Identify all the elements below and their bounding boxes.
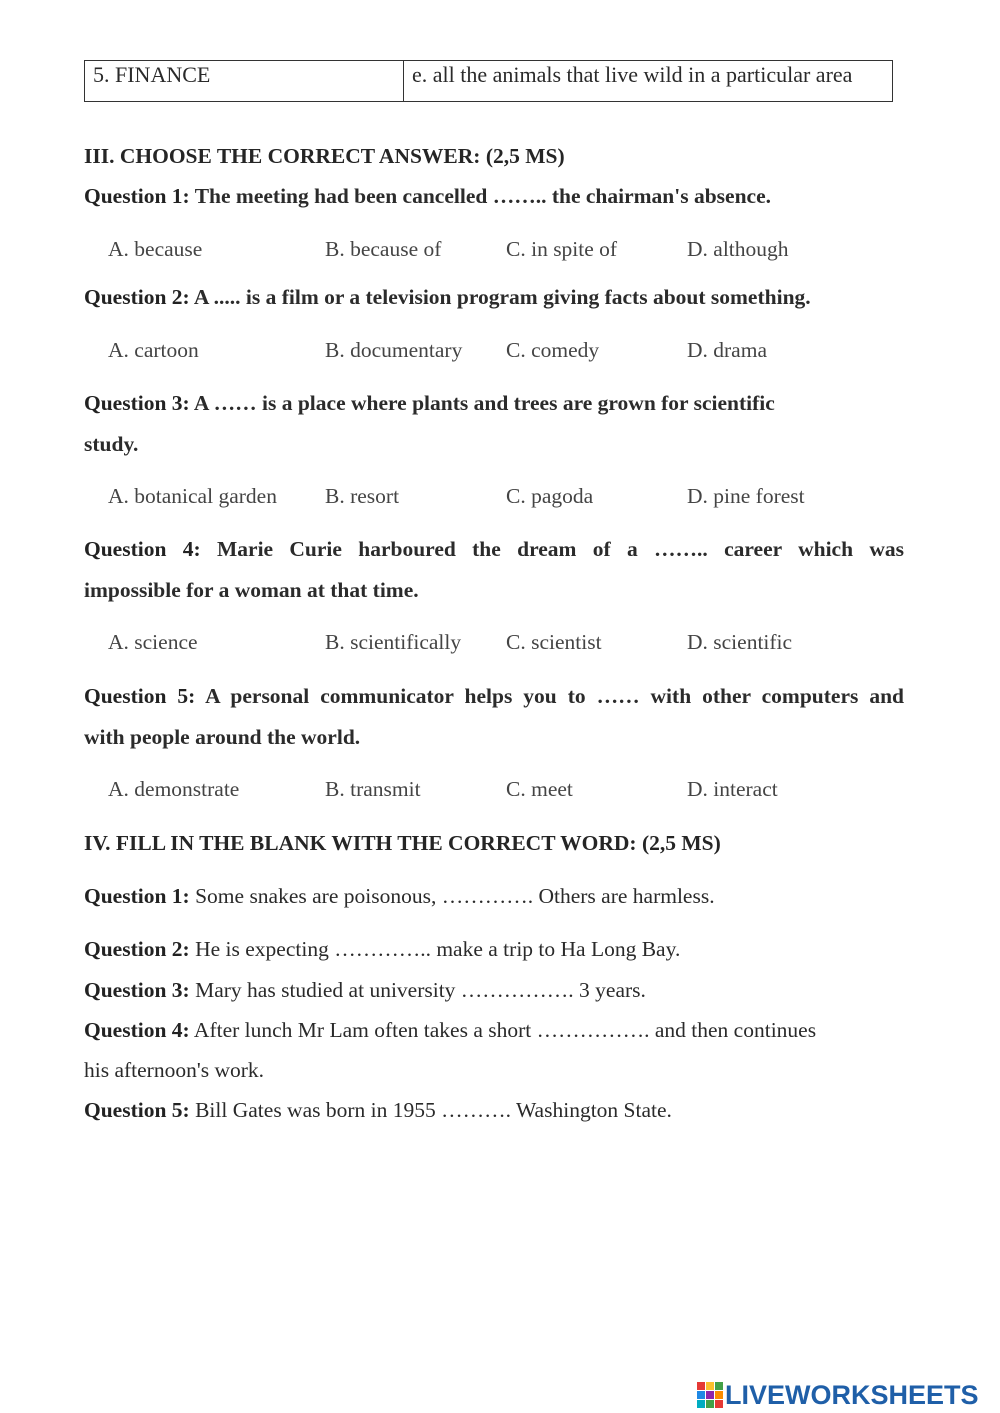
question-text: Bill Gates was born in 1955 ………. Washington State.: [195, 1098, 672, 1122]
liveworksheets-logo-icon: [697, 1382, 723, 1408]
question-text-continued: impossible for a woman at that time.: [84, 578, 419, 602]
option-c[interactable]: C. in spite of: [506, 237, 618, 261]
option-b[interactable]: B. resort: [325, 484, 400, 508]
option-c[interactable]: C. comedy: [506, 338, 600, 362]
question-text: The meeting had been cancelled …….. the chairman's absence.: [194, 184, 772, 208]
question-label: Question 3:: [84, 391, 190, 415]
table-cell-word: 5. FINANCE: [85, 61, 404, 102]
logo-text: LIVEWORKSHEETS: [725, 1379, 979, 1410]
table-row: [85, 61, 893, 102]
question-label: Question 3:: [84, 978, 190, 1002]
s3-question-4: [84, 537, 904, 562]
question-text: Marie Curie harboured the dream of a …….. career which was: [216, 537, 905, 561]
option-c[interactable]: C. meet: [506, 777, 573, 801]
question-label: Question 2:: [84, 937, 190, 961]
matching-table: [84, 60, 893, 102]
question-text: Mary has studied at university ……………. 3 years.: [195, 978, 646, 1002]
question-text: He is expecting ………….. make a trip to Ha Long Bay.: [195, 937, 681, 961]
s4-question-2[interactable]: [84, 937, 680, 962]
s4-question-4[interactable]: [84, 1018, 816, 1043]
question-label: Question 5:: [84, 1098, 190, 1122]
option-a[interactable]: A. demonstrate: [108, 777, 240, 801]
question-label: Question 5:: [84, 684, 196, 708]
table-cell-definition: e. all the animals that live wild in a particular area: [404, 61, 893, 102]
question-text: Some snakes are poisonous, …………. Others are harmless.: [195, 884, 715, 908]
question-label: Question 4:: [84, 537, 201, 561]
question-text-continued: study.: [84, 432, 139, 456]
s4-question-5[interactable]: [84, 1098, 672, 1123]
question-label: Question 1:: [84, 884, 190, 908]
s4-question-1[interactable]: [84, 884, 715, 909]
question-text-continued: his afternoon's work.: [84, 1058, 265, 1082]
question-text: A …… is a place where plants and trees are grown for scientific: [193, 391, 775, 415]
s3-question-2: [84, 285, 811, 310]
option-d[interactable]: D. drama: [687, 338, 767, 362]
section-4-title: IV. FILL IN THE BLANK WITH THE CORRECT WORD: (2,5 MS): [84, 831, 721, 855]
s3-question-5: [84, 684, 904, 709]
question-text: A ..... is a film or a television program giving facts about something.: [193, 285, 811, 309]
section-3-title: III. CHOOSE THE CORRECT ANSWER: (2,5 MS): [84, 144, 565, 168]
option-d[interactable]: D. interact: [687, 777, 778, 801]
option-d[interactable]: D. although: [687, 237, 789, 261]
question-text-continued: with people around the world.: [84, 725, 361, 749]
option-a[interactable]: A. science: [108, 630, 198, 654]
option-b[interactable]: B. because of: [325, 237, 442, 261]
question-label: Question 2:: [84, 285, 190, 309]
option-b[interactable]: B. transmit: [325, 777, 421, 801]
liveworksheets-logo: [697, 1378, 979, 1412]
question-text: A personal communicator helps you to …… with other computers and: [205, 684, 904, 708]
option-d[interactable]: D. pine forest: [687, 484, 805, 508]
option-c[interactable]: C. scientist: [506, 630, 602, 654]
question-text: After lunch Mr Lam often takes a short ……………. and then continues: [193, 1018, 817, 1042]
option-d[interactable]: D. scientific: [687, 630, 793, 654]
option-a[interactable]: A. botanical garden: [108, 484, 277, 508]
option-b[interactable]: B. scientifically: [325, 630, 462, 654]
option-a[interactable]: A. because: [108, 237, 203, 261]
option-b[interactable]: B. documentary: [325, 338, 463, 362]
option-a[interactable]: A. cartoon: [108, 338, 199, 362]
question-label: Question 1:: [84, 184, 190, 208]
s4-question-3[interactable]: [84, 978, 646, 1003]
s3-question-1: [84, 184, 771, 209]
s3-question-3: [84, 391, 775, 416]
option-c[interactable]: C. pagoda: [506, 484, 594, 508]
question-label: Question 4:: [84, 1018, 190, 1042]
